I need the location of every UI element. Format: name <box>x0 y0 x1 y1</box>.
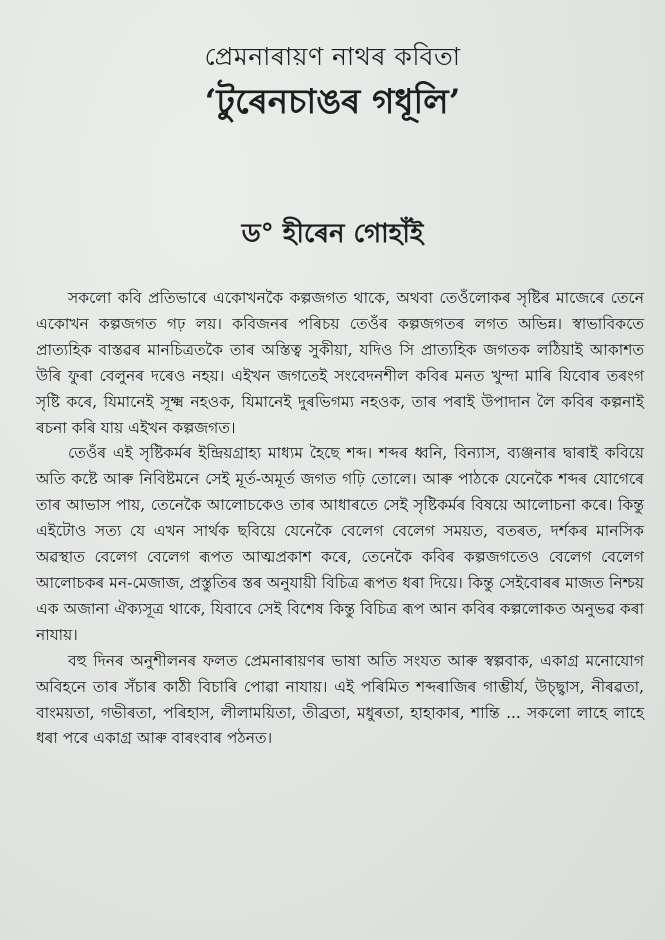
heading-block <box>0 40 665 126</box>
pre-title: প্ৰেমনাৰায়ণ নাথৰ কবিতা <box>204 42 461 71</box>
paragraph-3: বহু দিনৰ অনুশীলনৰ ফলত প্ৰেমনাৰায়ণৰ ভাষা অতি সংযত আৰু স্বল্পবাক, একাগ্ৰ মনোযোগ অবিহনে তাৰ সঁচাৰ কাঠী বিচাৰি পোৱা নাযায়। এই পৰিমিত শব্দৰাজিৰ গাম্ভীৰ্য, উচ্ছ্বাস, নীৰৱতা, বাংময়তা, গভীৰতা, পৰিহাস, লীলাময়িতা, তীব্ৰতা, মধুৰতা, হাহাকাৰ, শান্তি ... সকলো লাহে লাহে ধৰা পৰে একাগ্ৰ আৰু বাৰংবাৰ পঠনত। <box>36 651 644 748</box>
paragraph-2: তেওঁৰ এই সৃষ্টিকৰ্মৰ ইন্দ্ৰিয়গ্ৰাহ্য মাধ্যম হৈছে শব্দ। শব্দৰ ধ্বনি, বিন্যাস, ব্যঞ্জনাৰ দ্বাৰাই কবিয়ে অতি কষ্টে আৰু নিবিষ্টমনে সেই মূৰ্ত-অমূৰ্ত জগত গঢ়ি তোলে। আৰু পাঠকে যেনেকৈ শব্দৰ যোগেৰে তাৰ আভাস পায়, তেনেকৈ আলোচকেও তাৰ আধাৰতে সেই সৃষ্টিকৰ্মৰ বিষয়ে আলোচনা কৰে। কিন্তু এইটোও সত্য যে এখন সাৰ্থক ছবিয়ে যেনেকৈ বেলেগ বেলেগ সময়ত, বতৰত, দৰ্শকৰ মানসিক অৱস্থাত বেলেগ বেলেগ ৰূপত আত্মপ্ৰকাশ কৰে, তেনেকৈ কবিৰ কল্পজগতেও বেলেগ বেলেগ আলোচকৰ মন-মেজাজ, প্ৰস্তুতিৰ স্তৰ অনুযায়ী বিচিত্ৰ ৰূপত ধৰা দিয়ে। কিন্তু সেইবোৰৰ মাজত নিশ্চয় এক অজানা ঐক্যসূত্ৰ থাকে, যিবাবে সেই বিশেষ কিন্তু বিচিত্ৰ ৰূপ আন কবিৰ কল্পলোকত অনুভৱ কৰা নাযায়। <box>36 444 644 644</box>
paragraph-1: সকলো কবি প্ৰতিভাৰে একোখনকৈ কল্পজগত থাকে, অথবা তেওঁলোকৰ সৃষ্টিৰ মাজেৰে তেনে একোখন কল্পজগত গঢ় লয়। কবিজনৰ পৰিচয় তেওঁৰ কল্পজগতৰ লগত অভিন্ন। স্বাভাবিকতে প্ৰাত্যহিক বাস্তৱৰ মানচিত্ৰতকৈ তাৰ অস্তিত্ব সুকীয়া, যদিও সি প্ৰাত্যহিক জগতক লঠিয়াই আকাশত উৰি ফুৰা বেলুনৰ দৰেও নহয়। এইখন জগতেই সংবেদনশীল কবিৰ মনত খুন্দা মাৰি যিবোৰ তৰংগ সৃষ্টি কৰে, যিমানেই সূক্ষ্ম নহওক, যিমানেই দুৰভিগম্য নহওক, তাৰ পৰাই উপাদান লৈ কবিৰ কল্পনাই ৰচনা কৰি যায় এইখন কল্পজগত। <box>36 289 644 437</box>
body-text <box>36 286 644 752</box>
main-title: ‘টুৰেনচাঙৰ গধূলি’ <box>204 82 461 122</box>
author-name: ড° হীৰেন গোহাঁই <box>241 219 424 249</box>
